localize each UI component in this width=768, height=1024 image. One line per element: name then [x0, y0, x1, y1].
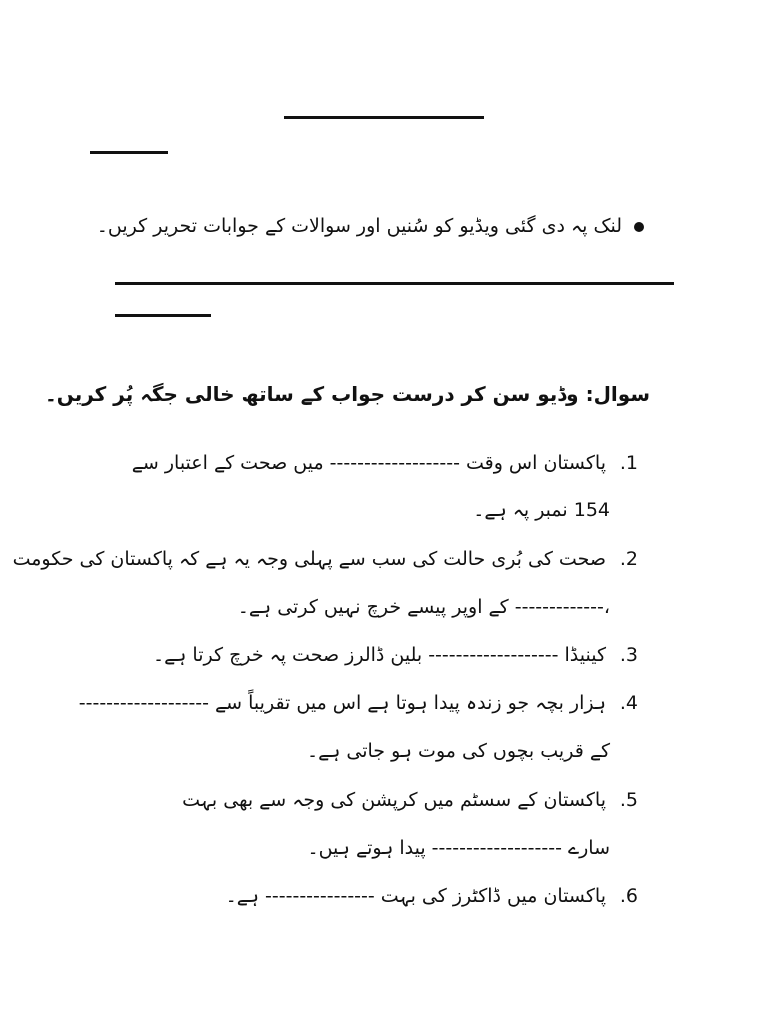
question-2-number: 2. [619, 548, 638, 570]
long-divider-rule [115, 282, 674, 285]
section-heading: سوال: وڈیو سن کر درست جواب کے ساتھ خالی جگہ پُر کریں۔ [45, 382, 650, 406]
question-2-line2: ،------------- کے اوپر پیسے خرچ نہیں کرتی ہے۔ [237, 596, 610, 618]
question-5-line2: سارے ------------------- پیدا ہوتے ہیں۔ [307, 837, 610, 859]
question-6-line1: پاکستان میں ڈاکٹرز کی بہت ---------------- ہے۔ [225, 885, 606, 907]
instruction-text: لنک پہ دی گئی ویڈیو کو سُنیں اور سوالات کے جوابات تحریر کریں۔ [96, 215, 622, 237]
top-left-rule [90, 151, 168, 154]
question-2-line1: صحت کی بُری حالت کی سب سے پہلی وجہ یہ ہے کہ پاکستان کی حکومت [12, 548, 606, 570]
question-5-number: 5. [619, 789, 638, 811]
question-6-number: 6. [619, 885, 638, 907]
bullet-icon [634, 222, 644, 232]
question-1-number: 1. [619, 452, 638, 474]
question-4-number: 4. [619, 692, 638, 714]
short-divider-rule [115, 314, 211, 317]
question-1-line1: پاکستان اس وقت ------------------- میں صحت کے اعتبار سے [131, 452, 606, 474]
top-center-rule [284, 116, 484, 119]
question-3-number: 3. [619, 644, 638, 666]
question-5-line1: پاکستان کے سسٹم میں کرپشن کی وجہ سے بھی بہت [182, 789, 606, 811]
question-1-line2: 154 نمبر پہ ہے۔ [473, 499, 610, 521]
question-3-line1: کینیڈا ------------------- بلین ڈالرز صحت پہ خرچ کرتا ہے۔ [152, 644, 606, 666]
question-4-line2: کے قریب بچوں کی موت ہو جاتی ہے۔ [306, 740, 610, 762]
question-4-line1: ہزار بچہ جو زندہ پیدا ہوتا ہے اس میں تقریباً سے ------------------- [78, 692, 606, 714]
